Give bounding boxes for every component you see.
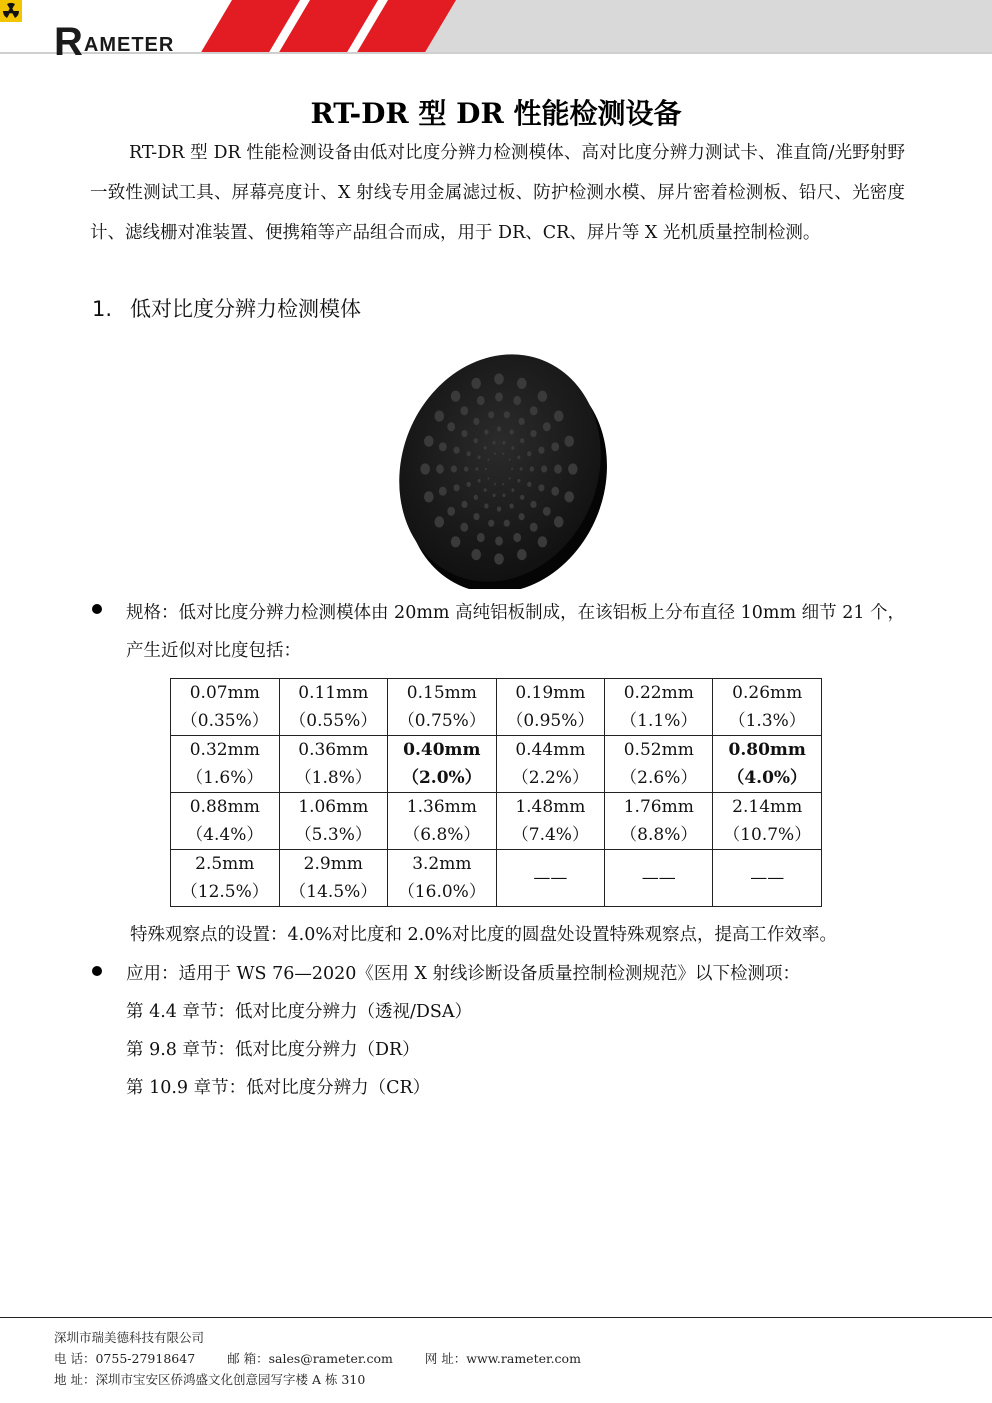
table-cell — [713, 793, 822, 850]
table-cell — [605, 793, 713, 850]
table-cell — [496, 793, 605, 850]
detail-hole — [530, 501, 536, 508]
table-cell — [388, 736, 497, 793]
detail-hole — [467, 482, 471, 487]
cell-thickness: 0.32mm — [189, 740, 260, 760]
detail-hole — [520, 495, 524, 500]
detail-hole — [519, 418, 525, 425]
detail-hole — [424, 436, 434, 447]
footer-address: 深圳市宝安区侨鸿盛文化创意园写字楼 A 栋 310 — [95, 1372, 366, 1387]
cell-thickness: —— — [750, 868, 785, 888]
cell-contrast: （1.8%） — [294, 768, 372, 788]
footer-phone: 0755-27918647 — [95, 1351, 196, 1366]
cell-thickness: 1.48mm — [515, 797, 586, 817]
footer-email: sales@rameter.com — [268, 1351, 393, 1366]
detail-hole — [494, 553, 504, 564]
detail-hole — [513, 533, 521, 542]
table-cell — [496, 736, 605, 793]
detail-hole — [451, 391, 461, 402]
cell-thickness: 0.07mm — [189, 683, 260, 703]
detail-hole — [495, 536, 503, 545]
section-heading — [92, 293, 361, 323]
detail-hole — [538, 484, 544, 491]
cell-thickness: 2.5mm — [195, 854, 255, 874]
detail-hole — [527, 482, 531, 487]
detail-hole — [473, 513, 479, 520]
detail-hole — [478, 456, 481, 460]
detail-hole — [454, 484, 460, 491]
cell-contrast: （12.5%） — [180, 882, 269, 902]
detail-hole — [511, 468, 513, 470]
detail-hole — [497, 426, 501, 431]
detail-hole — [435, 516, 445, 527]
cell-thickness: 0.19mm — [515, 683, 586, 703]
footer-address-row: 地 址：深圳市宝安区侨鸿盛文化创意园写字楼 A 栋 310 — [54, 1372, 366, 1387]
detail-hole — [494, 453, 496, 455]
footer-website: www.rameter.com — [466, 1351, 581, 1366]
cell-contrast: （2.0%） — [401, 768, 482, 788]
clause-item: 第 10.9 章节：低对比度分辨力（CR） — [126, 1078, 431, 1098]
table-cell — [279, 679, 388, 736]
detail-hole — [477, 396, 485, 405]
detail-hole — [530, 406, 538, 415]
cell-contrast: （2.6%） — [620, 768, 698, 788]
detail-hole — [502, 441, 505, 445]
cell-contrast: （4.4%） — [186, 825, 264, 845]
cell-thickness: 0.22mm — [623, 683, 694, 703]
cell-contrast: （7.4%） — [511, 825, 589, 845]
cell-thickness: 1.06mm — [298, 797, 369, 817]
detail-hole — [488, 411, 494, 418]
cell-thickness: 0.26mm — [732, 683, 803, 703]
detail-hole — [447, 422, 455, 431]
detail-hole — [488, 520, 494, 527]
table-row — [171, 793, 822, 850]
detail-hole — [519, 513, 525, 520]
cell-thickness: 1.36mm — [406, 797, 477, 817]
table-cell — [713, 736, 822, 793]
detail-hole — [420, 463, 430, 474]
detail-hole — [511, 488, 514, 492]
cell-contrast: （0.35%） — [180, 711, 269, 731]
company-logo: RAMETER — [54, 20, 175, 64]
intro-paragraph: RT-DR 型 DR 性能检测设备由低对比度分辨力检测模体、高对比度分辨力测试卡、准直筒/光野射野一致性测试工具、屏幕亮度计、X 射线专用金属滤过板、防护检测水模、屏片密着检测板、铅尺、光密度计、滤线栅对准装置、便携箱等产品组合而成，用于 DR、CR、屏片等 X 光机质量控制检测。 — [90, 143, 905, 243]
detail-hole — [484, 446, 487, 450]
cell-contrast: （0.95%） — [506, 711, 595, 731]
detail-hole — [474, 438, 478, 443]
detail-hole — [509, 458, 511, 460]
detail-hole — [509, 477, 511, 479]
cell-thickness: —— — [641, 868, 676, 888]
table-cell — [605, 679, 713, 736]
table-cell — [171, 850, 280, 907]
detail-hole — [447, 507, 455, 516]
document-title: RT-DR 型 DR 性能检测设备 — [310, 97, 682, 130]
footer-divider — [0, 1317, 992, 1318]
detail-hole — [502, 453, 504, 455]
detail-hole — [493, 441, 496, 445]
detail-hole — [564, 491, 574, 502]
cell-thickness: 2.14mm — [732, 797, 803, 817]
detail-hole — [484, 488, 487, 492]
cell-contrast: （0.75%） — [397, 711, 486, 731]
detail-hole — [564, 436, 574, 447]
detail-hole — [451, 536, 461, 547]
detail-hole — [487, 477, 489, 479]
cell-contrast: （1.1%） — [620, 711, 698, 731]
cell-thickness: 0.88mm — [189, 797, 260, 817]
detail-hole — [568, 463, 578, 474]
table-cell — [496, 850, 605, 907]
detail-hole — [509, 429, 513, 434]
cell-contrast: （6.8%） — [403, 825, 481, 845]
detail-hole — [538, 391, 548, 402]
detail-hole — [424, 491, 434, 502]
detail-hole — [511, 446, 514, 450]
detail-hole — [473, 418, 479, 425]
detail-hole — [467, 451, 471, 456]
detail-hole — [485, 468, 487, 470]
table-cell — [388, 679, 497, 736]
detail-hole — [551, 442, 559, 451]
detail-hole — [493, 494, 496, 498]
cell-contrast: （14.5%） — [289, 882, 378, 902]
detail-hole — [520, 467, 523, 471]
table-cell — [171, 736, 280, 793]
detail-hole — [551, 487, 559, 496]
detail-hole — [439, 442, 447, 451]
header-grey-band — [392, 0, 992, 54]
table-cell — [496, 679, 605, 736]
section-number: 1. — [92, 297, 113, 321]
detail-hole — [509, 503, 513, 508]
table-cell — [713, 679, 822, 736]
detail-hole — [460, 523, 468, 532]
table-cell — [605, 850, 713, 907]
table-row — [171, 850, 822, 907]
cell-thickness: 0.52mm — [623, 740, 694, 760]
detail-hole — [435, 411, 445, 422]
section-title: 低对比度分辨力检测模体 — [130, 297, 362, 321]
cell-contrast: （1.6%） — [186, 768, 264, 788]
detail-hole — [454, 447, 460, 454]
detail-hole — [502, 494, 505, 498]
detail-hole — [527, 451, 531, 456]
cell-contrast: （10.7%） — [723, 825, 812, 845]
table-cell — [388, 793, 497, 850]
spec-paragraph: 规格：低对比度分辨力检测模体由 20mm 高纯铝板制成，在该铝板上分布直径 10mm 细节 21 个，产生近似对比度包括： — [126, 603, 906, 661]
cell-contrast: （16.0%） — [397, 882, 486, 902]
detail-hole — [495, 392, 503, 401]
footer-contact-row: 电 话：0755-27918647 邮 箱：sales@rameter.com 网 址：www.rameter.com — [54, 1351, 581, 1366]
table-cell — [605, 736, 713, 793]
detail-hole — [478, 479, 481, 483]
detail-hole — [461, 430, 467, 437]
detail-hole — [464, 466, 468, 471]
detail-hole — [554, 516, 564, 527]
clause-item: 第 9.8 章节：低对比度分辨力（DR） — [126, 1040, 420, 1060]
detail-hole — [504, 520, 510, 527]
detail-hole — [487, 458, 489, 460]
cell-thickness: 0.40mm — [403, 740, 481, 760]
detail-hole — [474, 495, 478, 500]
detail-hole — [538, 536, 548, 547]
detail-hole — [439, 487, 447, 496]
detail-hole — [484, 429, 488, 434]
detail-hole — [471, 378, 481, 389]
cell-thickness: —— — [533, 868, 568, 888]
cell-thickness: 2.9mm — [303, 854, 363, 874]
table-row — [171, 679, 822, 736]
detail-hole — [436, 464, 444, 473]
table-cell — [279, 736, 388, 793]
table-cell — [388, 850, 497, 907]
phantom-disc-image — [389, 353, 615, 589]
detail-hole — [497, 506, 501, 511]
detail-hole — [494, 373, 504, 384]
detail-hole — [517, 549, 527, 560]
table-cell — [171, 679, 280, 736]
cell-thickness: 0.36mm — [298, 740, 369, 760]
cell-thickness: 0.44mm — [515, 740, 586, 760]
cell-contrast: （0.55%） — [289, 711, 378, 731]
detail-hole — [517, 378, 527, 389]
cell-contrast: （5.3%） — [294, 825, 372, 845]
cell-thickness: 3.2mm — [412, 854, 472, 874]
detail-hole — [502, 483, 504, 485]
cell-contrast: （8.8%） — [620, 825, 698, 845]
bullet-icon — [92, 604, 102, 614]
detail-hole — [517, 479, 520, 483]
detail-hole — [554, 464, 562, 473]
observation-note: 特殊观察点的设置：4.0%对比度和 2.0%对比度的圆盘处设置特殊观察点，提高工作效率。 — [130, 925, 837, 945]
cell-contrast: （2.2%） — [511, 768, 589, 788]
table-cell — [279, 793, 388, 850]
detail-hole — [520, 438, 524, 443]
detail-hole — [475, 467, 478, 471]
detail-hole — [554, 411, 564, 422]
page-footer — [54, 1327, 581, 1390]
detail-hole — [530, 466, 534, 471]
cell-thickness: 0.11mm — [298, 683, 369, 703]
detail-hole — [461, 501, 467, 508]
detail-hole — [543, 422, 551, 431]
detail-hole — [504, 411, 510, 418]
cell-thickness: 1.76mm — [623, 797, 694, 817]
detail-hole — [530, 430, 536, 437]
table-cell — [279, 850, 388, 907]
detail-hole — [541, 465, 547, 472]
footer-company: 深圳市瑞美德科技有限公司 — [54, 1330, 205, 1345]
detail-hole — [538, 447, 544, 454]
cell-thickness: 0.80mm — [728, 740, 806, 760]
detail-hole — [513, 396, 521, 405]
detail-hole — [471, 549, 481, 560]
table-row — [171, 736, 822, 793]
page-header — [0, 0, 992, 64]
radiation-icon — [0, 0, 22, 22]
table-cell — [171, 793, 280, 850]
bullet-icon — [92, 966, 102, 976]
table-cell — [713, 850, 822, 907]
detail-hole — [460, 406, 468, 415]
detail-hole — [451, 465, 457, 472]
cell-contrast: （4.0%） — [727, 768, 808, 788]
detail-hole — [543, 507, 551, 516]
detail-hole — [517, 456, 520, 460]
detail-hole — [477, 533, 485, 542]
detail-hole — [484, 503, 488, 508]
clause-item: 第 4.4 章节：低对比度分辨力（透视/DSA） — [126, 1002, 473, 1022]
contrast-table — [170, 678, 822, 907]
cell-thickness: 0.15mm — [406, 683, 477, 703]
detail-hole — [494, 483, 496, 485]
cell-contrast: （1.3%） — [728, 711, 806, 731]
detail-hole — [530, 523, 538, 532]
application-paragraph: 应用：适用于 WS 76—2020《医用 X 射线诊断设备质量控制检测规范》以下检测项： — [126, 964, 800, 984]
